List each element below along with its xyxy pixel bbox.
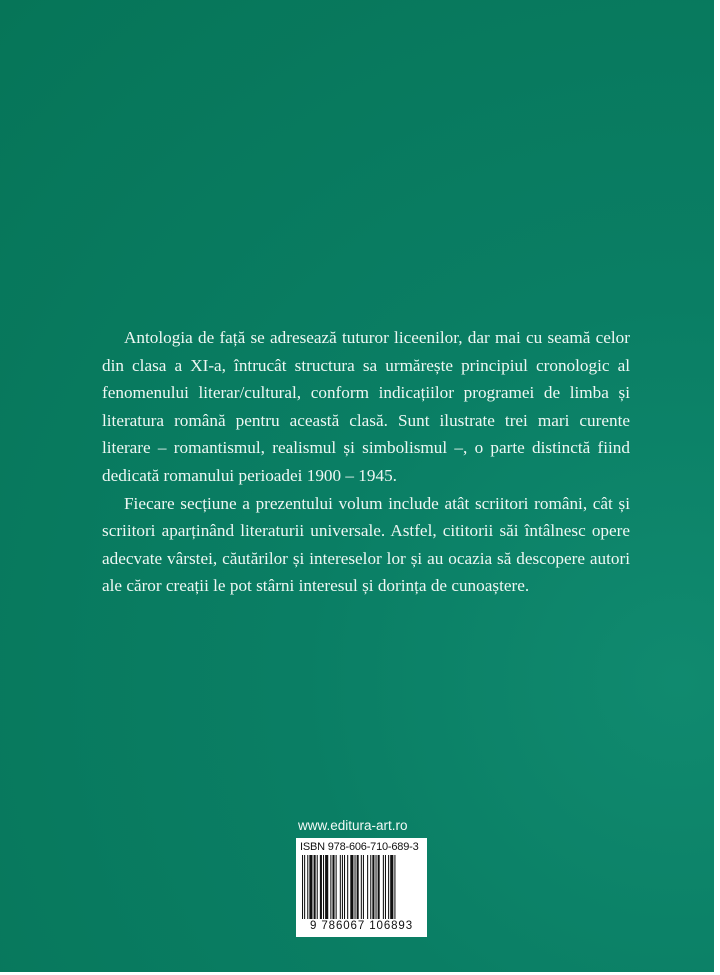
blurb-text [102, 324, 630, 600]
barcode-bar [388, 855, 389, 919]
barcode-bar [304, 855, 305, 919]
isbn-label: ISBN 978-606-710-689-3 [300, 841, 419, 853]
barcode-bar [340, 855, 341, 919]
barcode-bar [309, 855, 312, 919]
barcode-bars [302, 855, 421, 919]
blurb-paragraph-2: Fiecare secțiune a prezentului volum include atât scriitori români, cât și scriitori aparținând literaturii universale. Astfel, cititorii săi întâlnesc opere adecvate vârstei, căutărilor și intereselor lor și au ocazia să descopere autori ale căror creații le pot stârni interesul și dorința de cunoaștere. [102, 493, 630, 596]
barcode-bar [363, 855, 364, 919]
barcode-bar [383, 855, 384, 919]
barcode-bar [394, 855, 395, 919]
barcode-bar [347, 855, 348, 919]
barcode-bar [361, 855, 362, 919]
barcode-bar [323, 855, 324, 919]
barcode-bar [350, 855, 353, 919]
barcode-bar [336, 855, 337, 919]
barcode-bar [330, 855, 331, 919]
barcode-bar [357, 855, 359, 919]
barcode-bar [342, 855, 343, 919]
barcode-bar [325, 855, 328, 919]
barcode-bar [370, 855, 371, 919]
barcode-digits: 9 786067 106893 [309, 920, 414, 932]
blurb-paragraph-1: Antologia de față se adresează tuturor liceenilor, dar mai cu seamă celor din clasa a XI-a, întrucât structura sa urmărește principiul cronologic al fenomenului literar/cultural, conform indicațiilor programei de limba și literatura română pentru această clasă. Sunt ilustrate trei mari curente literare – romantismul, realismul și simbolismul –, o parte distinctă fiind dedicată romanului perioadei 1900 – 1945. [102, 328, 630, 485]
barcode-bar [372, 855, 374, 919]
barcode-bar [320, 855, 322, 919]
barcode-bar [332, 855, 334, 919]
publisher-website: www.editura-art.ro [298, 818, 408, 833]
isbn-barcode [296, 838, 427, 937]
barcode-bar [317, 855, 318, 919]
barcode-bar [344, 855, 345, 919]
barcode-bar [367, 855, 368, 919]
barcode-bar [378, 855, 380, 919]
barcode-bar [385, 855, 386, 919]
barcode-bar [390, 855, 393, 919]
barcode-bar [355, 855, 356, 919]
barcode-bar [314, 855, 316, 919]
barcode-bar [307, 855, 308, 919]
barcode-bar [376, 855, 377, 919]
barcode-bar [302, 855, 303, 919]
